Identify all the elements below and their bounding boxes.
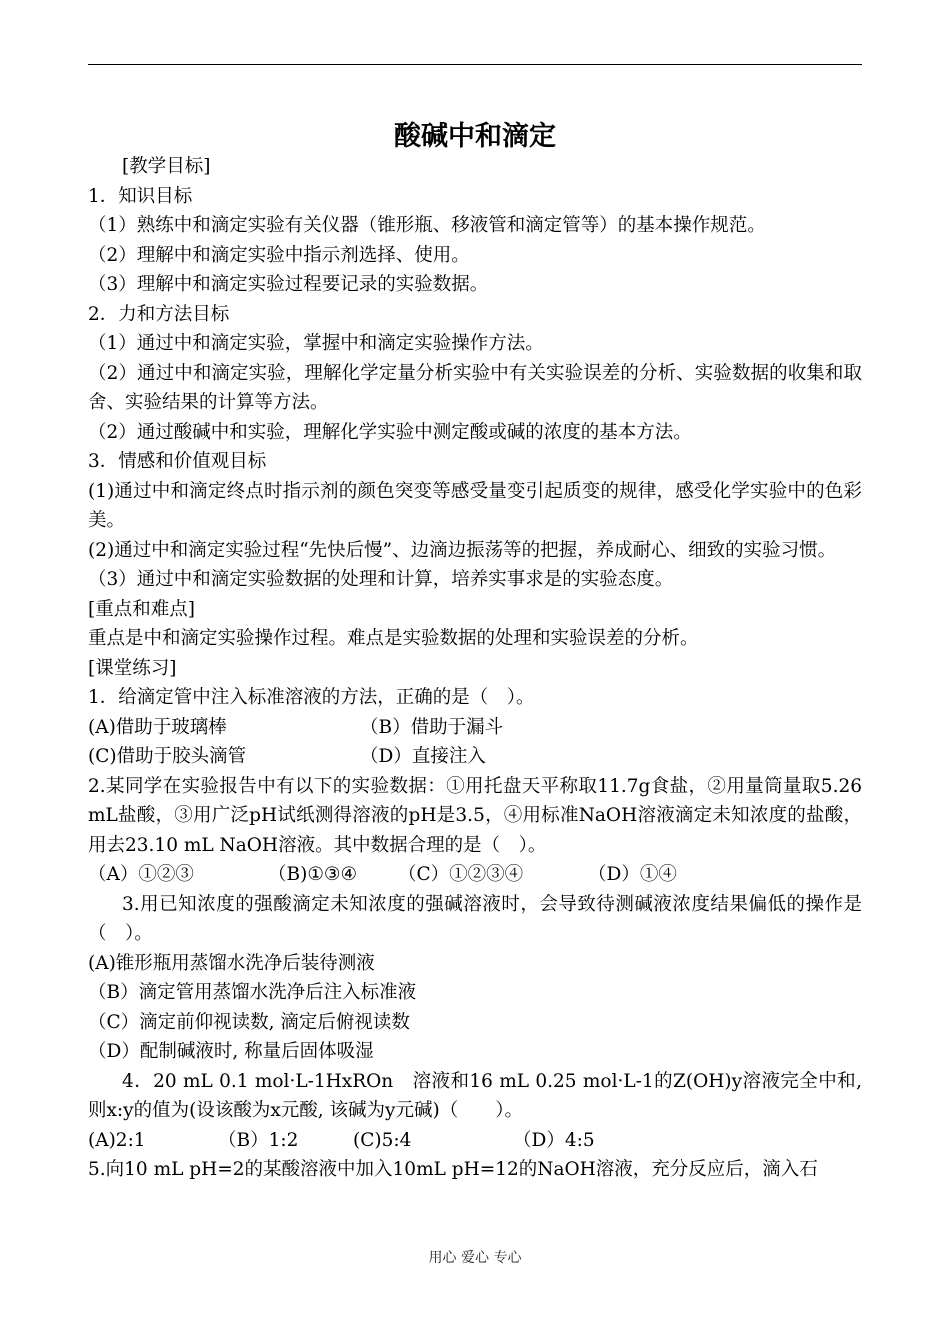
page-footer: 用心 爱心 专心	[428, 1250, 522, 1266]
question-4-options-row	[88, 1126, 862, 1156]
objective-item: (2)通过中和滴定实验过程“先快后慢”、边滴边振荡等的把握，养成耐心、细致的实验习惯。	[88, 539, 837, 561]
page-title: 酸碱中和滴定	[394, 121, 556, 152]
question-4-stem: 4．20 mL 0.1 mol·L-1HxROn 溶液和16 mL 0.25 mol·L-1的Z(OH)y溶液完全中和, 则x:y的值为(设该酸为x元酸, 该碱为y元碱)（ ）。	[88, 1070, 868, 1121]
question-3-option-c: （C）滴定前仰视读数, 滴定后俯视读数	[88, 1011, 410, 1033]
question-2-option-a: （A）①②③	[88, 864, 194, 885]
question-1-options-row	[88, 713, 862, 743]
question-4-option-b: （B）1:2	[218, 1129, 299, 1151]
question-4-option-d: （D）4:5	[513, 1129, 595, 1151]
question-2-option-b: （B)①③④	[268, 864, 358, 885]
section-heading-exercises: [课堂练习]	[88, 657, 177, 679]
question-3-option-a: (A)锥形瓶用蒸馏水洗净后装待测液	[88, 952, 375, 974]
question-2-option-c: （C）①②③④	[398, 864, 524, 885]
question-2-option-d: （D）①④	[588, 864, 677, 885]
question-5-stem: 5.向10 mL pH=2的某酸溶液中加入10mL pH=12的NaOH溶液，充分反应后，滴入石	[88, 1159, 818, 1180]
objective-heading-values: 3．情感和价值观目标	[88, 451, 267, 472]
objective-item: (1)通过中和滴定终点时指示剂的颜色突变等感受量变引起质变的规律，感受化学实验中的色彩美。	[88, 480, 862, 531]
section-heading-key-points: [重点和难点]	[88, 598, 195, 620]
question-3-option-d: （D）配制碱液时, 称量后固体吸湿	[88, 1041, 374, 1062]
question-1-option-a: (A)借助于玻璃棒	[88, 716, 227, 738]
objective-item: （2）理解中和滴定实验中指示剂选择、使用。	[88, 244, 470, 266]
question-2-options-row	[88, 860, 862, 890]
question-4-option-a: (A)2:1	[88, 1129, 146, 1151]
question-1-option-d: （D）直接注入	[360, 746, 486, 767]
document-body	[88, 152, 868, 1185]
objective-item: （2）通过中和滴定实验，理解化学定量分析实验中有关实验误差的分析、实验数据的收集和取舍、实验结果的计算等方法。	[88, 362, 862, 413]
question-3-option-b: （B）滴定管用蒸馏水洗净后注入标准液	[88, 982, 417, 1003]
objective-heading-methods: 2．力和方法目标	[88, 303, 230, 325]
question-3-stem: 3.用已知浓度的强酸滴定未知浓度的强碱溶液时，会导致待测碱液浓度结果偏低的操作是（ ）。	[88, 893, 862, 944]
objective-item: （2）通过酸碱中和实验，理解化学实验中测定酸或碱的浓度的基本方法。	[88, 421, 692, 443]
question-1-option-c: (C)借助于胶头滴管	[88, 746, 247, 767]
objective-item: （3）理解中和滴定实验过程要记录的实验数据。	[88, 274, 489, 295]
question-1-stem: 1．给滴定管中注入标准溶液的方法，正确的是（ ）。	[88, 687, 535, 708]
question-2-stem: 2.某同学在实验报告中有以下的实验数据：①用托盘天平称取11.7g食盐，②用量筒量取5.26 mL盐酸，③用广泛pH试纸测得溶液的pH是3.5，④用标准NaOH溶液滴定未知浓度的盐酸，用去23.10 mL NaOH溶液。其中数据合理的是（ ）。	[88, 775, 868, 856]
objective-item: （1）熟练中和滴定实验有关仪器（锥形瓶、移液管和滴定管等）的基本操作规范。	[88, 215, 766, 236]
question-1-option-b: （B）借助于漏斗	[360, 716, 504, 738]
objective-item: （3）通过中和滴定实验数据的处理和计算，培养实事求是的实验态度。	[88, 569, 674, 590]
key-points-text: 重点是中和滴定实验操作过程。难点是实验数据的处理和实验误差的分析。	[88, 628, 699, 649]
section-heading-objectives: [教学目标]	[122, 156, 211, 177]
objective-item: （1）通过中和滴定实验，掌握中和滴定实验操作方法。	[88, 333, 544, 354]
question-1-options-row	[88, 742, 862, 772]
header-rule	[88, 64, 862, 65]
objective-heading-knowledge: 1．知识目标	[88, 185, 193, 207]
question-4-option-c: (C)5:4	[353, 1129, 412, 1151]
